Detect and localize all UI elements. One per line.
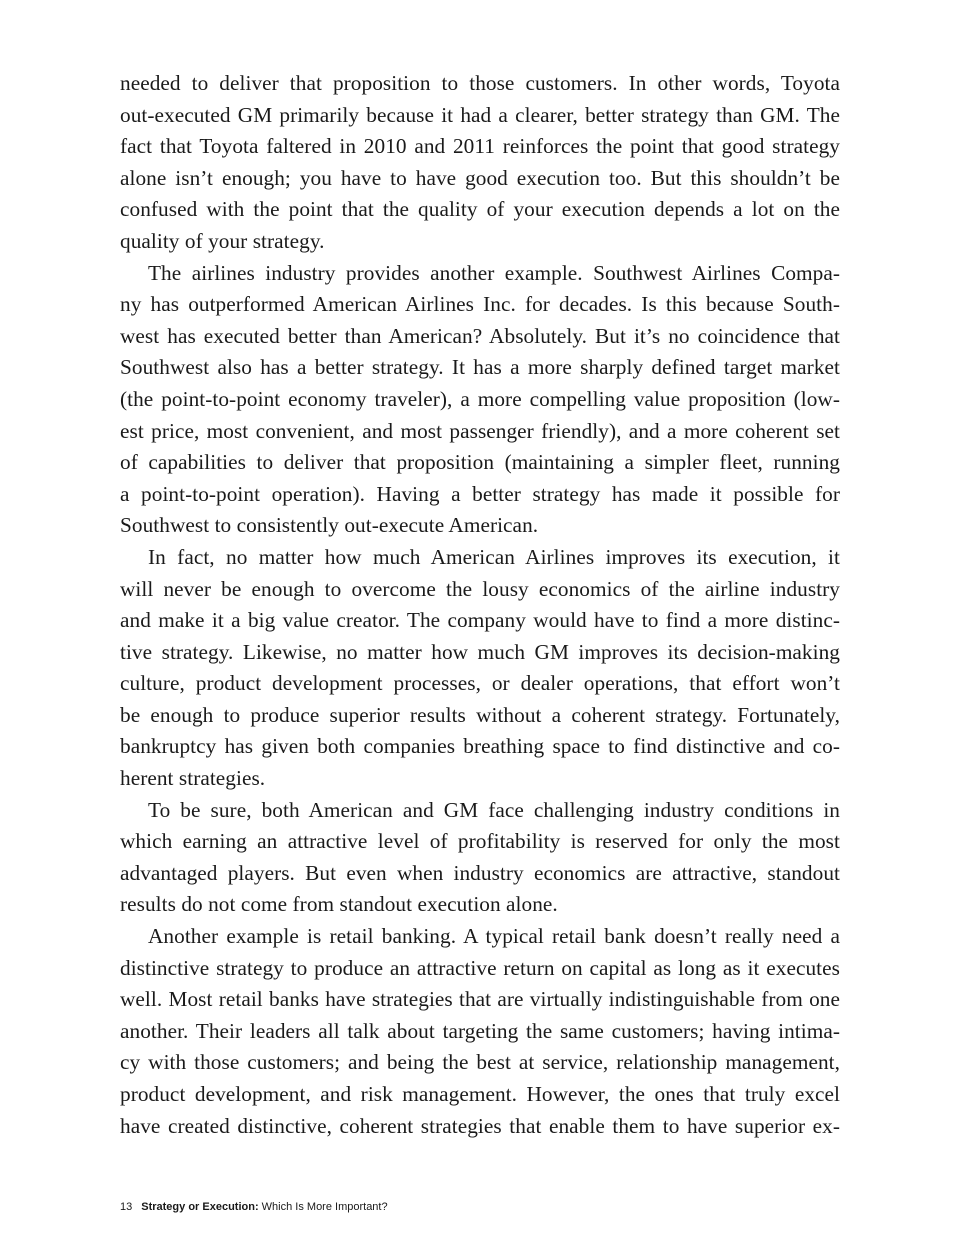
text-line: well. Most retail banks have strategies that are virtually indistinguishable from one — [120, 987, 840, 1012]
text-line: alone isn’t enough; you have to have good execution too. But this shouldn’t be — [120, 165, 840, 190]
text-line: (the point-to-point economy traveler), a more compelling value proposition (low- — [120, 386, 840, 411]
text-line: advantaged players. But even when industry economics are attractive, standout — [120, 860, 840, 885]
paragraph — [120, 258, 840, 542]
page-footer — [120, 1201, 388, 1213]
text-line: herent strategies. — [120, 766, 266, 791]
text-line: culture, product development processes, or dealer operations, that effort won’t — [120, 671, 840, 696]
text-line: tive strategy. Likewise, no matter how much GM improves its decision-making — [120, 639, 840, 664]
running-title-bold: Strategy or Execution: — [141, 1201, 259, 1213]
text-line: bankruptcy has given both companies breathing space to find distinctive and co- — [120, 734, 840, 759]
text-line: The airlines industry provides another example. Southwest Airlines Compa- — [148, 260, 840, 285]
running-title: Which Is More Important? — [261, 1201, 388, 1213]
page-number: 13 — [120, 1201, 133, 1213]
body-text — [120, 68, 840, 1142]
text-line: est price, most convenient, and most passenger friendly), and a more coherent set — [120, 418, 840, 443]
text-line: product development, and risk management. However, the ones that truly excel — [120, 1082, 840, 1106]
text-line: be enough to produce superior results without a coherent strategy. Fortunately, — [120, 702, 840, 727]
text-line: distinctive strategy to produce an attractive return on capital as long as it executes — [120, 955, 840, 980]
paragraph — [120, 542, 840, 795]
text-line: results do not come from standout execution alone. — [120, 892, 558, 917]
text-line: fact that Toyota faltered in 2010 and 2011 reinforces the point that good strategy — [120, 134, 840, 159]
text-line: of capabilities to deliver that proposition (maintaining a simpler fleet, running — [120, 450, 840, 475]
text-line: quality of your strategy. — [120, 228, 325, 253]
text-line: and make it a big value creator. The company would have to find a more distinc- — [120, 608, 840, 633]
text-line: west has executed better than American? Absolutely. But it’s no coincidence that — [120, 323, 840, 348]
text-line: another. Their leaders all talk about targeting the same customers; having intima- — [120, 1018, 840, 1043]
text-line: Southwest to consistently out-execute American. — [120, 513, 539, 538]
text-line: which earning an attractive level of profitability is reserved for only the most — [120, 829, 840, 854]
text-line: will never be enough to overcome the lousy economics of the airline industry — [120, 576, 840, 601]
text-line: have created distinctive, coherent strategies that enable them to have superior ex- — [120, 1113, 840, 1138]
text-line: needed to deliver that proposition to those customers. In other words, Toyota — [120, 71, 840, 95]
text-line: To be sure, both American and GM face challenging industry conditions in — [148, 797, 840, 822]
text-line: ny has outperformed American Airlines Inc. for decades. Is this because South- — [120, 292, 840, 317]
paragraph — [120, 795, 840, 921]
text-line: cy with those customers; and being the best at service, relationship management, — [120, 1050, 840, 1075]
text-line: Southwest also has a better strategy. It has a more sharply defined target market — [120, 355, 840, 380]
text-line: Another example is retail banking. A typical retail bank doesn’t really need a — [148, 924, 840, 949]
text-line: out-executed GM primarily because it had a clearer, better strategy than GM. The — [120, 102, 840, 127]
text-line: a point-to-point operation). Having a better strategy has made it possible for — [120, 481, 840, 506]
paragraph — [120, 921, 840, 1142]
text-line: confused with the point that the quality of your execution depends a lot on the — [120, 197, 840, 222]
paragraph — [120, 68, 840, 258]
text-line: In fact, no matter how much American Airlines improves its execution, it — [148, 544, 840, 569]
